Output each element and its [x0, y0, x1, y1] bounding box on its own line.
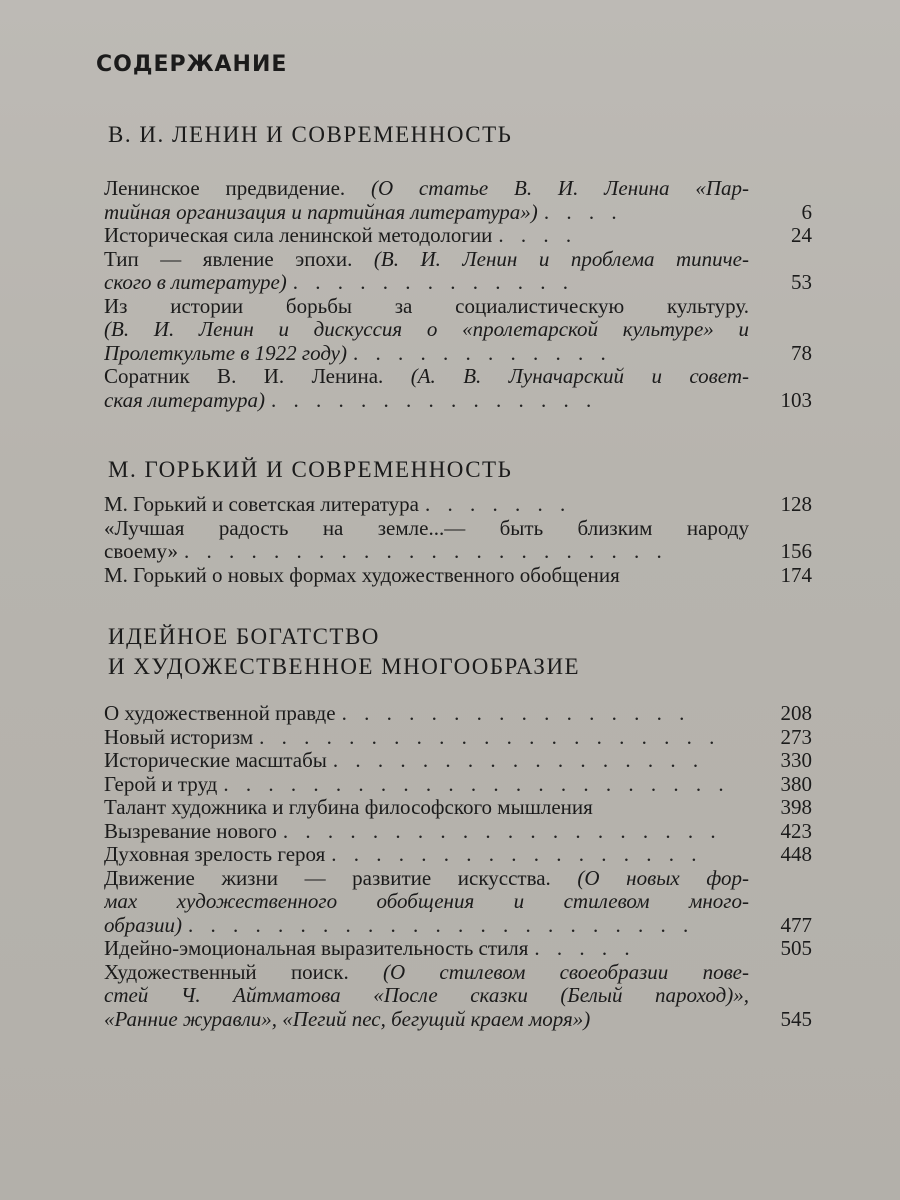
toc-line-text	[104, 890, 749, 914]
toc-title-text: О художественной правде	[104, 702, 336, 725]
dot-leader: . . . . . . . . . . . . . . . . .	[332, 749, 705, 772]
page-number: 24	[791, 223, 812, 247]
toc-subtitle-text: (А. В. Луначарский и совет-	[383, 365, 749, 388]
page-number: 53	[791, 270, 812, 294]
page-number: 273	[780, 724, 812, 749]
toc-title-text: Идейно-эмоциональная выразительность стиля	[104, 937, 529, 960]
page-number: 545	[780, 1006, 812, 1031]
toc-title-text: Историческая сила ленинской методологии	[104, 224, 493, 247]
page-number: 208	[780, 701, 812, 725]
toc-line-text	[104, 564, 620, 588]
toc-line-text	[104, 201, 538, 225]
toc-line-text	[104, 517, 749, 541]
section-title: ИДЕЙНОЕ БОГАТСТВО И ХУДОЖЕСТВЕННОЕ МНОГООБРАЗИЕ	[108, 624, 581, 679]
dot-leader: . . . . . . . . . . . . . . . . . . . . . .	[183, 540, 668, 563]
page-number: 330	[780, 748, 812, 772]
toc-line	[104, 984, 812, 1008]
toc-line	[104, 224, 812, 248]
toc-entry	[104, 493, 812, 517]
toc-entry	[104, 702, 812, 726]
toc-line	[104, 961, 812, 985]
section-entries	[104, 493, 812, 587]
page-number: 156	[780, 539, 812, 563]
page-number: 505	[780, 936, 812, 960]
dot-leader: . . . . . . . . . . . . . . . . . . . . . . .	[187, 913, 695, 937]
toc-entry	[104, 726, 812, 750]
toc-line-text	[104, 493, 419, 517]
toc-line	[104, 295, 812, 319]
toc-title-text: Движение жизни — развитие искусства.	[104, 866, 551, 890]
page-number: 78	[791, 340, 812, 365]
toc-line-text	[104, 540, 178, 564]
toc-subtitle-text: ская литература)	[104, 388, 265, 412]
toc-entry	[104, 248, 812, 295]
toc-line	[104, 271, 812, 295]
toc-line-text	[104, 224, 492, 248]
toc-line	[104, 726, 812, 750]
page-number: 380	[780, 771, 812, 796]
dot-leader: . . . . . . . . . . . . . . . . . . . . .	[259, 725, 721, 749]
dot-leader: . . . . .	[534, 937, 636, 960]
toc-line	[104, 318, 812, 342]
toc-line-text	[104, 773, 217, 797]
dot-leader: . . . . . . . . . . . . . . . . . . . .	[282, 819, 722, 843]
section-entries	[104, 702, 812, 1031]
toc-line-text	[104, 726, 253, 750]
toc-line	[104, 517, 812, 541]
page-number: 128	[780, 492, 812, 516]
toc-line	[104, 773, 812, 797]
toc-line	[104, 177, 812, 201]
toc-line	[104, 248, 812, 272]
toc-line-text	[104, 248, 749, 272]
toc-entry	[104, 295, 812, 366]
toc-subtitle-text: ского в литературе)	[104, 271, 287, 294]
toc-line	[104, 749, 812, 773]
contents-heading: СОДЕРЖАНИЕ	[96, 52, 288, 77]
toc-line	[104, 843, 812, 867]
toc-line-text	[104, 318, 749, 342]
toc-title-text: Вызревание нового	[104, 819, 277, 843]
toc-line-text	[104, 1008, 590, 1032]
toc-line-text	[104, 937, 528, 961]
dot-leader: . . . . . . . . . . . . . . . .	[341, 702, 691, 725]
section-entries	[104, 177, 812, 412]
toc-line	[104, 201, 812, 225]
toc-line-text	[104, 365, 749, 389]
toc-subtitle-text: (О новых фор-	[550, 866, 749, 890]
toc-line-text	[104, 867, 749, 891]
toc-title-text: Талант художника и глубина философского мышления	[104, 796, 593, 819]
toc-line	[104, 937, 812, 961]
toc-line	[104, 564, 812, 588]
page-number: 6	[801, 199, 812, 224]
toc-title-text: Герой и труд	[104, 772, 218, 796]
toc-title-text: Из истории борьбы за социалистическую культуру.	[104, 294, 749, 318]
toc-line	[104, 867, 812, 891]
toc-entry	[104, 820, 812, 844]
page-number: 423	[780, 818, 812, 843]
toc-title-text: Тип — явление эпохи.	[104, 247, 353, 271]
toc-line-text	[104, 796, 593, 820]
toc-entry	[104, 773, 812, 797]
toc-title-text: «Лучшая радость на земле...— быть близким народу	[104, 516, 749, 540]
toc-entry	[104, 867, 812, 938]
toc-line-text	[104, 177, 749, 201]
toc-entry	[104, 177, 812, 224]
section-title: В. И. ЛЕНИН И СОВРЕМЕННОСТЬ	[108, 122, 513, 147]
toc-entry	[104, 937, 812, 961]
dot-leader: . . . . . . . . . . . .	[352, 341, 612, 365]
toc-title-text: Соратник В. И. Ленина.	[104, 365, 384, 388]
toc-line	[104, 342, 812, 366]
toc-title-text: М. Горький о новых формах художественного обобщения	[104, 563, 620, 587]
toc-subtitle-text: мах художественного обобщения и стилевом много-	[104, 890, 749, 913]
toc-entry	[104, 517, 812, 564]
dot-leader: . . . . . . .	[424, 493, 572, 516]
toc-line-text	[104, 295, 749, 319]
toc-subtitle-text: (В. И. Ленин и дискуссия о «пролетарской культуре» и	[104, 318, 749, 341]
toc-title-text: Духовная зрелость героя	[104, 843, 326, 866]
toc-line-text	[104, 820, 277, 844]
toc-subtitle-text: (В. И. Ленин и проблема типиче-	[352, 247, 749, 271]
toc-title-text: Исторические масштабы	[104, 749, 327, 772]
toc-line	[104, 914, 812, 938]
toc-line	[104, 820, 812, 844]
toc-line	[104, 702, 812, 726]
toc-subtitle-text: «Ранние журавли», «Пегий пес, бегущий краем моря»)	[104, 1007, 591, 1031]
toc-subtitle-text: образии)	[104, 913, 182, 937]
toc-line	[104, 796, 812, 820]
toc-line	[104, 389, 812, 413]
toc-line-text	[104, 389, 265, 413]
toc-line	[104, 493, 812, 517]
toc-line-text	[104, 843, 325, 867]
toc-entry	[104, 796, 812, 820]
page-number: 477	[780, 912, 812, 937]
toc-line-text	[104, 984, 749, 1008]
toc-title-text: Ленинское предвидение.	[104, 177, 346, 200]
toc-line-text	[104, 702, 336, 726]
toc-title-text: Художественный поиск.	[104, 960, 349, 984]
toc-entry	[104, 365, 812, 412]
toc-line-text	[104, 749, 327, 773]
toc-subtitle-text: стей Ч. Айтматова «После сказки (Белый пароход)»,	[104, 984, 749, 1007]
toc-line	[104, 890, 812, 914]
page-number: 103	[780, 387, 812, 412]
toc-entry	[104, 564, 812, 588]
toc-line-text	[104, 271, 287, 295]
toc-entry	[104, 843, 812, 867]
page-number: 398	[780, 795, 812, 819]
page-number: 174	[780, 562, 812, 587]
toc-title-text: Новый историзм	[104, 725, 254, 749]
toc-line-text	[104, 914, 182, 938]
toc-subtitle-text: тийная организация и партийная литература»)	[104, 200, 538, 224]
toc-entry	[104, 749, 812, 773]
toc-line	[104, 540, 812, 564]
section-title: М. ГОРЬКИЙ И СОВРЕМЕННОСТЬ	[108, 457, 513, 482]
toc-subtitle-text: (О статье В. И. Ленина «Пар-	[345, 177, 749, 200]
toc-title-text: своему»	[104, 540, 178, 563]
toc-line-text	[104, 342, 347, 366]
toc-line	[104, 365, 812, 389]
toc-subtitle-text: Пролеткульте в 1922 году)	[104, 341, 347, 365]
dot-leader: . . . . . . . . . . . . .	[292, 271, 575, 294]
dot-leader: . . . . . . . . . . . . . . . . .	[331, 843, 703, 866]
page-number: 448	[780, 842, 812, 866]
toc-subtitle-text: (О стилевом своеобразии пове-	[348, 960, 749, 984]
toc-entry	[104, 224, 812, 248]
toc-line-text	[104, 961, 749, 985]
toc-title-text: М. Горький и советская литература	[104, 493, 419, 516]
dot-leader: . . . . . . . . . . . . . . .	[270, 388, 598, 412]
dot-leader: . . . . . . . . . . . . . . . . . . . . . . .	[223, 772, 730, 796]
toc-entry	[104, 961, 812, 1032]
dot-leader: . . . .	[543, 200, 623, 224]
dot-leader: . . . .	[498, 224, 578, 247]
toc-line	[104, 1008, 812, 1032]
